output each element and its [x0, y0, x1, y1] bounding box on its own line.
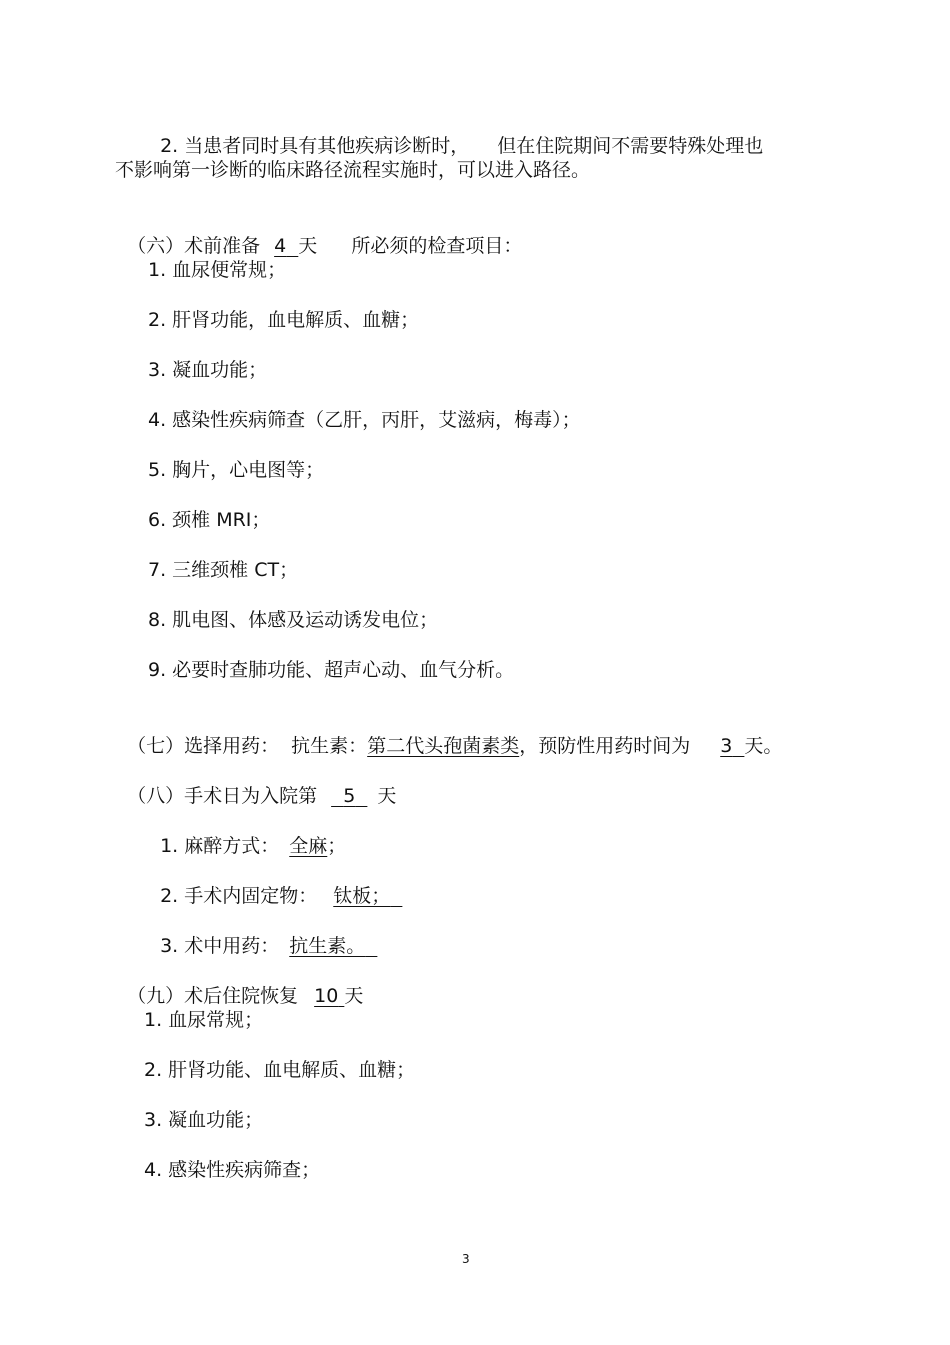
sec9-days: 10 — [314, 985, 339, 1007]
sec8-heading-b: 天 — [377, 785, 397, 807]
sec9-item: 2. 肝肾功能、血电解质、血糖； — [144, 1059, 416, 1081]
sec8-heading-a: （八）手术日为入院第 — [127, 785, 318, 807]
page-number: 3 — [462, 1252, 470, 1266]
sec7-days: 3 — [720, 735, 733, 757]
anesthesia-end: ； — [327, 835, 347, 857]
intro-line-2: 不影响第一诊断的临床路径流程实施时，可以进入路径。 — [115, 159, 591, 181]
sec6-item: 1. 血尿便常规； — [148, 259, 287, 281]
sec6-heading-a: （六）术前准备 — [127, 235, 261, 257]
sec6-days: 4 — [274, 235, 287, 257]
sec9-heading-a: （九）术后住院恢复 — [127, 985, 299, 1007]
sec6-item: 5. 胸片，心电图等； — [148, 459, 325, 481]
sec8-heading — [115, 757, 396, 809]
sec7-drug: 第二代头孢菌素类 — [367, 735, 520, 757]
intraop-drug-label: 3. 术中用药： — [160, 935, 280, 957]
sec6-heading-c: 所必须的检查项目： — [351, 235, 523, 257]
sec8-item-1 — [148, 807, 346, 859]
sec7-heading-c: 天。 — [744, 735, 783, 757]
sec6-item: 2. 肝肾功能，血电解质、血糖； — [148, 309, 420, 331]
sec7-heading — [115, 707, 782, 759]
intro-item2-part1: 2. 当患者同时具有其他疾病诊断时， — [160, 135, 470, 157]
sec6-heading — [115, 207, 522, 259]
anesthesia-value: 全麻 — [289, 835, 328, 857]
sec6-heading-b: 天 — [298, 235, 318, 257]
intro-item2-part2: 但在住院期间不需要特殊处理也 — [497, 135, 764, 157]
intraop-drug-value: 抗生素。 — [289, 935, 366, 957]
sec6-item: 3. 凝血功能； — [148, 359, 268, 381]
sec6-item: 9. 必要时查肺功能、超声心动、血气分析。 — [148, 659, 515, 681]
sec6-item: 8. 肌电图、体感及运动诱发电位； — [148, 609, 439, 631]
implant-label: 2. 手术内固定物： — [160, 885, 318, 907]
sec6-item: 4. 感染性疾病筛查（乙肝，丙肝，艾滋病，梅毒）； — [148, 409, 581, 431]
sec9-item: 4. 感染性疾病筛查； — [144, 1159, 321, 1181]
anesthesia-label: 1. 麻醉方式： — [160, 835, 280, 857]
sec7-heading-b: ，预防性用药时间为 — [519, 735, 691, 757]
sec9-item: 3. 凝血功能； — [144, 1109, 264, 1131]
sec8-item-2 — [148, 857, 402, 909]
sec7-heading-a: （七）选择用药： 抗生素： — [127, 735, 368, 757]
sec6-item: 7. 三维颈椎 CT； — [148, 559, 299, 581]
sec9-heading — [115, 957, 363, 1009]
intro-line-1 — [148, 107, 763, 159]
sec8-day: 5 — [343, 785, 356, 807]
sec8-item-3 — [148, 907, 377, 959]
implant-value: 钛板； — [333, 885, 391, 907]
sec9-heading-b: 天 — [344, 985, 364, 1007]
sec9-item: 1. 血尿常规； — [144, 1009, 264, 1031]
sec6-item: 6. 颈椎 MRI； — [148, 509, 271, 531]
